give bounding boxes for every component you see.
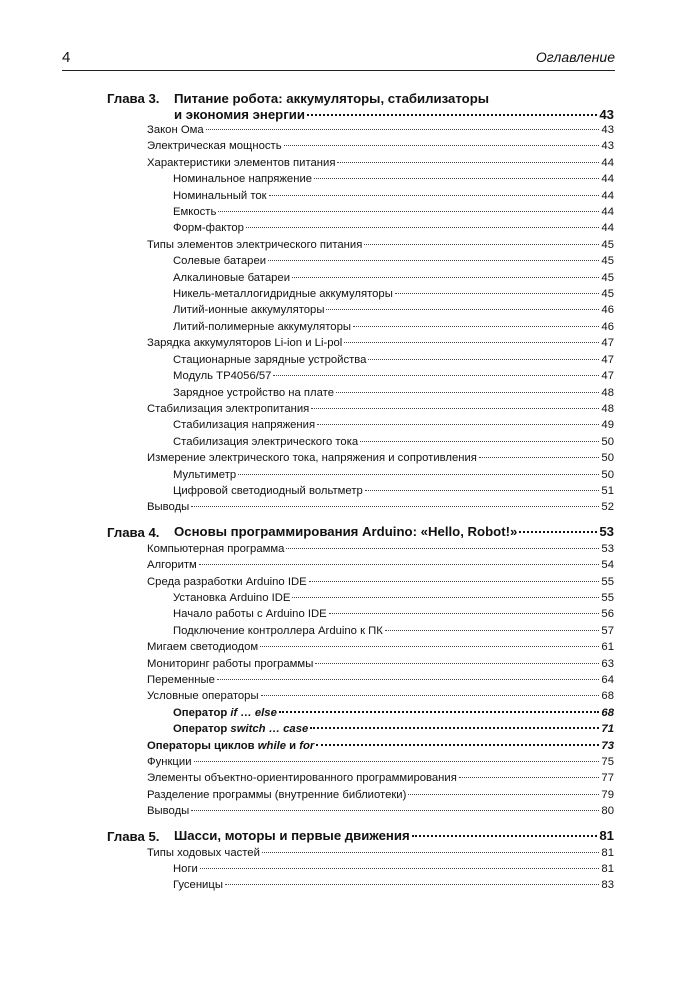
entry-title: Операторы циклов while и for	[147, 739, 315, 752]
dot-leader	[317, 424, 599, 425]
toc-entry	[107, 302, 614, 318]
dot-leader	[368, 359, 599, 360]
entry-title: Функции	[147, 756, 192, 769]
toc-entry	[107, 803, 614, 819]
entry-page-number: 80	[601, 805, 614, 818]
dot-leader	[307, 114, 597, 116]
entry-title: Типы элементов электрического питания	[147, 238, 363, 251]
running-header	[62, 48, 615, 71]
toc-entry	[107, 656, 614, 672]
entry-page-number: 75	[601, 756, 614, 769]
entry-page-number: 83	[601, 879, 614, 892]
toc-entry	[107, 467, 614, 483]
toc-entry	[107, 319, 614, 335]
entry-page-number: 46	[601, 304, 614, 317]
entry-page-number: 44	[601, 156, 614, 169]
dot-leader	[408, 794, 599, 795]
dot-leader	[326, 309, 599, 310]
entry-keyword: for	[299, 739, 315, 752]
dot-leader	[279, 711, 600, 713]
dot-leader	[191, 506, 599, 507]
toc-entry	[107, 270, 614, 286]
entry-page-number: 53	[601, 542, 614, 555]
entry-title: Начало работы с Arduino IDE	[173, 608, 327, 621]
entry-page-number: 79	[601, 788, 614, 801]
chapter-title-leader	[174, 828, 614, 843]
toc-entry	[107, 738, 614, 754]
toc-entry	[107, 721, 614, 737]
dot-leader	[261, 695, 600, 696]
toc-entry	[107, 557, 614, 573]
entry-title: Стабилизация электрического тока	[173, 435, 359, 448]
dot-leader	[269, 195, 600, 196]
toc-entry	[107, 220, 614, 236]
toc-entry	[107, 541, 614, 557]
entry-page-number: 52	[601, 501, 614, 514]
dot-leader	[311, 408, 599, 409]
chapter-label: Глава 3.	[107, 91, 160, 106]
dot-leader	[385, 630, 600, 631]
entry-title: Условные операторы	[147, 690, 259, 703]
toc-entry	[107, 590, 614, 606]
entry-page-number: 54	[601, 559, 614, 572]
toc-entry	[107, 122, 614, 138]
entry-title: Стабилизация напряжения	[173, 419, 316, 432]
entry-title: Емкость	[173, 206, 217, 219]
dot-leader	[395, 293, 600, 294]
dot-leader	[310, 727, 599, 729]
entry-title: Зарядное устройство на плате	[173, 386, 334, 399]
entry-keyword: while	[257, 739, 286, 752]
entry-page-number: 43	[601, 140, 614, 153]
entry-page-number: 77	[601, 772, 614, 785]
toc-entry	[107, 401, 614, 417]
chapter-title	[174, 524, 614, 539]
dot-leader	[360, 441, 599, 442]
entry-title: Выводы	[147, 501, 190, 514]
entry-title: Алкалиновые батареи	[173, 271, 291, 284]
toc-entry	[107, 483, 614, 499]
entry-page-number: 68	[601, 690, 614, 703]
entry-title: Подключение контроллера Arduino к ПК	[173, 624, 383, 637]
entry-title: Оператор if … else	[173, 706, 277, 719]
toc-chapter	[107, 828, 614, 894]
chapter-title-line: Основы программирования Arduino: «Hello, Robot!»	[174, 523, 518, 539]
chapter-label: Глава 5.	[107, 828, 160, 844]
entry-page-number: 57	[601, 624, 614, 637]
entry-title: Установка Arduino IDE	[173, 591, 291, 604]
dot-leader	[273, 375, 599, 376]
dot-leader	[284, 145, 600, 146]
toc-entry	[107, 705, 614, 721]
entry-page-number: 50	[601, 435, 614, 448]
toc-entry	[107, 639, 614, 655]
entry-title: Мониторинг работы программы	[147, 657, 314, 670]
entry-page-number: 68	[601, 706, 614, 719]
dot-leader	[353, 326, 599, 327]
toc-entry	[107, 335, 614, 351]
dot-leader	[412, 835, 598, 837]
entry-title: Электрическая мощность	[147, 140, 282, 153]
dot-leader	[238, 474, 599, 475]
entry-title: Типы ходовых частей	[147, 846, 260, 859]
entry-page-number: 48	[601, 386, 614, 399]
dot-leader	[217, 679, 600, 680]
entry-title: Ноги	[173, 863, 198, 876]
toc-entry	[107, 574, 614, 590]
entry-title: Зарядка аккумуляторов Li-ion и Li-pol	[147, 337, 343, 350]
dot-leader	[459, 777, 600, 778]
entry-keyword: switch … case	[230, 723, 309, 736]
dot-leader	[206, 129, 600, 130]
running-title: Оглавление	[535, 49, 615, 65]
entry-page-number: 49	[601, 419, 614, 432]
entry-page-number: 45	[601, 271, 614, 284]
toc-entry	[107, 606, 614, 622]
entry-page-number: 51	[601, 484, 614, 497]
entry-title: Характеристики элементов питания	[147, 156, 336, 169]
entry-title: Выводы	[147, 805, 190, 818]
dot-leader	[336, 392, 599, 393]
table-of-contents	[107, 90, 614, 902]
entry-title: Стабилизация электропитания	[147, 402, 310, 415]
entry-title: Измерение электрического тока, напряжения и сопротивления	[147, 452, 477, 465]
chapter-label: Глава 4.	[107, 524, 160, 540]
toc-entry	[107, 352, 614, 368]
chapter-heading	[107, 90, 614, 122]
chapter-heading	[107, 828, 614, 845]
toc-entry	[107, 754, 614, 770]
entry-page-number: 61	[601, 641, 614, 654]
entry-page-number: 64	[601, 674, 614, 686]
chapter-page-number: 53	[599, 523, 614, 539]
entry-page-number: 47	[601, 353, 614, 366]
dot-leader	[309, 581, 600, 582]
entry-page-number: 44	[601, 173, 614, 186]
dot-leader	[314, 178, 599, 179]
entry-page-number: 55	[601, 591, 614, 604]
entry-title: Элементы объектно-ориентированного программирования	[147, 772, 457, 785]
entry-title: Среда разработки Arduino IDE	[147, 575, 307, 588]
entry-page-number: 48	[601, 402, 614, 415]
entry-page-number: 45	[601, 238, 614, 251]
toc-entry	[107, 434, 614, 450]
entry-title: Разделение программы (внутренние библиотеки)	[147, 788, 407, 801]
toc-chapter	[107, 524, 614, 820]
chapter-page-number: 43	[599, 107, 614, 122]
chapter-title-line: Шасси, моторы и первые движения	[174, 827, 410, 843]
toc-entry	[107, 688, 614, 704]
dot-leader	[191, 810, 599, 811]
dot-leader	[519, 531, 597, 533]
dot-leader	[268, 260, 599, 261]
entry-page-number: 46	[601, 320, 614, 333]
entry-page-number: 81	[601, 846, 614, 859]
toc-entry	[107, 417, 614, 433]
entry-title: Мультиметр	[173, 468, 237, 481]
dot-leader	[292, 277, 599, 278]
entry-page-number: 43	[601, 124, 614, 136]
entry-title: Никель-металлогидридные аккумуляторы	[173, 288, 393, 301]
dot-leader	[364, 244, 599, 245]
entry-title: Литий-ионные аккумуляторы	[173, 304, 325, 317]
entry-title: Стационарные зарядные устройства	[173, 353, 367, 366]
chapter-title-line: Питание робота: аккумуляторы, стабилизаторы	[174, 91, 490, 106]
entry-title: Оператор switch … case	[173, 723, 309, 736]
entry-page-number: 44	[601, 189, 614, 202]
toc-entry	[107, 623, 614, 639]
toc-entry	[107, 138, 614, 154]
entry-page-number: 47	[601, 370, 614, 383]
toc-entry	[107, 861, 614, 877]
chapter-title-leader	[174, 524, 614, 539]
toc-entry	[107, 155, 614, 171]
entry-page-number: 56	[601, 608, 614, 621]
chapter-page-number: 81	[599, 827, 614, 843]
entry-page-number: 81	[601, 863, 614, 876]
dot-leader	[194, 761, 600, 762]
dot-leader	[315, 663, 599, 664]
entry-keyword: if … else	[230, 706, 277, 719]
dot-leader	[316, 744, 599, 746]
dot-leader	[286, 548, 599, 549]
toc-entry	[107, 204, 614, 220]
page-number: 4	[62, 49, 71, 66]
dot-leader	[246, 227, 599, 228]
chapter-title	[174, 828, 614, 843]
entry-page-number: 71	[601, 723, 614, 736]
entry-title: Номинальное напряжение	[173, 173, 313, 186]
entry-page-number: 73	[601, 739, 614, 752]
toc-entry	[107, 770, 614, 786]
chapter-title-leader	[174, 107, 614, 122]
entry-title: Алгоритм	[147, 559, 197, 572]
toc-entry	[107, 171, 614, 187]
entry-page-number: 63	[601, 657, 614, 670]
entry-title: Цифровой светодиодный вольтметр	[173, 484, 363, 497]
entry-page-number: 50	[601, 452, 614, 465]
toc-chapter	[107, 90, 614, 516]
dot-leader	[365, 490, 600, 491]
entry-title: Форм-фактор	[173, 222, 244, 235]
entry-title: Мигаем светодиодом	[147, 641, 259, 654]
dot-leader	[344, 342, 599, 343]
toc-entry	[107, 877, 614, 893]
toc-entry	[107, 672, 614, 688]
dot-leader	[200, 868, 600, 869]
entry-title: Переменные	[147, 674, 215, 686]
dot-leader	[292, 597, 599, 598]
entry-title: Модуль TP4056/57	[173, 370, 272, 383]
entry-page-number: 50	[601, 468, 614, 481]
dot-leader	[337, 162, 599, 163]
toc-entry	[107, 286, 614, 302]
entry-title: Солевые батареи	[173, 255, 267, 268]
entry-title: Компьютерная программа	[147, 542, 285, 555]
entry-title: Номинальный ток	[173, 189, 267, 202]
toc-entry	[107, 787, 614, 803]
dot-leader	[199, 564, 600, 565]
entry-page-number: 47	[601, 337, 614, 350]
toc-entry	[107, 499, 614, 515]
toc-entry	[107, 385, 614, 401]
toc-entry	[107, 368, 614, 384]
dot-leader	[329, 613, 600, 614]
toc-entry	[107, 188, 614, 204]
entry-page-number: 55	[601, 575, 614, 588]
dot-leader	[479, 457, 600, 458]
entry-page-number: 44	[601, 206, 614, 219]
dot-leader	[225, 884, 599, 885]
toc-entry	[107, 237, 614, 253]
entry-page-number: 45	[601, 288, 614, 301]
entry-title: Гусеницы	[173, 879, 223, 892]
dot-leader	[218, 211, 599, 212]
dot-leader	[262, 852, 600, 853]
toc-entry	[107, 845, 614, 861]
toc-entry	[107, 450, 614, 466]
entry-page-number: 44	[601, 222, 614, 235]
dot-leader	[260, 646, 599, 647]
entry-title: Литий-полимерные аккумуляторы	[173, 320, 351, 333]
entry-page-number: 45	[601, 255, 614, 268]
chapter-heading	[107, 524, 614, 541]
entry-title: Закон Ома	[147, 124, 204, 136]
chapter-title	[174, 90, 614, 122]
chapter-title-line: и экономия энергии	[174, 107, 305, 122]
toc-entry	[107, 253, 614, 269]
